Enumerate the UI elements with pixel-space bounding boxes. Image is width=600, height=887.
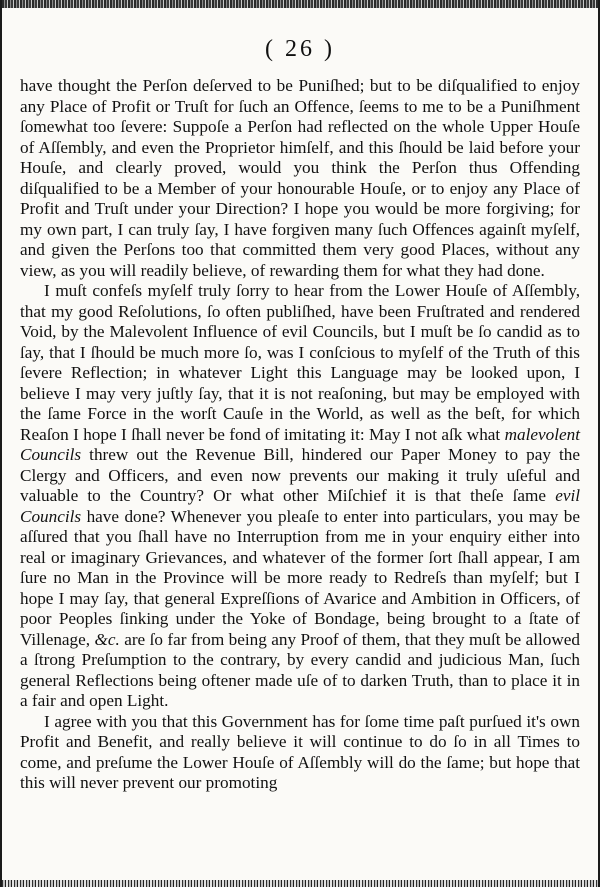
paragraph-2-text-1: I muſt confeſs myſelf truly ſorry to hear from the Lower Houſe of Aſſembly, that my good Reſolutions, ſo often publiſhed, have been Fruſtrated and rendered Void, by the Malevolent Influence of evil Councils, but I muſt be ſo candid as to ſay, that I ſhould be much more ſo, was I conſcious to myſelf of the Truth of this ſevere Reflection; in whatever Light this Language may be looked upon, I believe I may very juſtly ſay, that it is not reaſoning, but may be employed with the ſame Force in the worſt Cauſe in the World, as well as the beſt, for which Reaſon I hope I ſhall never be fond of imitating it: May I not aſk what: [20, 281, 580, 444]
paragraph-2: [20, 281, 580, 712]
italic-abbreviation-etc: &c.: [94, 629, 120, 649]
paragraph-3: [20, 712, 580, 794]
page-number: ( 26 ): [265, 36, 335, 62]
italic-phrase-evil-councils: evil Councils: [20, 486, 580, 526]
paragraph-3-text: I agree with you that this Government has for ſome time paſt purſued it's own Profit and Benefit, and really believe it will continue to do ſo in all Times to come, and preſume the Lower Houſe of Aſſembly will do the ſame; but hope that this will never prevent our promoting: [20, 711, 580, 792]
scan-bottom-edge: [2, 880, 598, 887]
paragraph-2-text-3: have done? Whenever you pleaſe to enter into particulars, you may be aſſured that you ſhall have no Interruption from me in your enquiry either into real or imaginary Grievances, and whatever of the former ſort ſhall appear, I am ſure no Man in the Province will be more ready to Redreſs than myſelf; but I hope I may ſay, that general Expreſſions of Avarice and Ambition in Officers, of poor Peoples ſinking under the Yoke of Bondage, being brought to a ſtate of Villenage,: [20, 506, 580, 649]
paragraph-1-text: have thought the Perſon deſerved to be Puniſhed; but to be diſqualified to enjoy any Place of Profit or Truſt for ſuch an Offence, ſeems to me to be a Puniſhment ſomewhat too ſevere: Suppoſe a Perſon had reflected on the whole Upper Houſe of Aſſembly, and even the Proprietor himſelf, and this ſhould be laid before your Houſe, and clearly proved, would you think the Perſon thus Offending diſqualified to be a Member of your honourable Houſe, or to enjoy any Place of Profit and Truſt under your Direction? I hope you would be more forgiving; for my own part, I can truly ſay, I have forgiven many ſuch Offences againſt myſelf, and given the Perſons too that committed them very good Places, without any view, as you will readily believe, of rewarding them for what they had done.: [20, 76, 580, 280]
paragraph-2-text-2: threw out the Revenue Bill, hindered our Paper Money to pay the Clergy and Officers, and even now prevents our making it truly uſeful and valuable to the Country? Or what other Miſchief it is that theſe ſame: [20, 445, 580, 505]
scan-top-edge: [2, 0, 598, 8]
document-body: [20, 76, 580, 794]
paragraph-2-text-4: are ſo far from being any Proof of them, that they muſt be allowed a ſtrong Preſumption to the contrary, by every candid and judicious Man, ſuch general Reflections being oftener made uſe of to darken Truth, than to place it in a fair and open Light.: [20, 629, 580, 710]
paragraph-1: [20, 76, 580, 281]
italic-phrase-malevolent-councils: malevolent Councils: [20, 424, 580, 464]
